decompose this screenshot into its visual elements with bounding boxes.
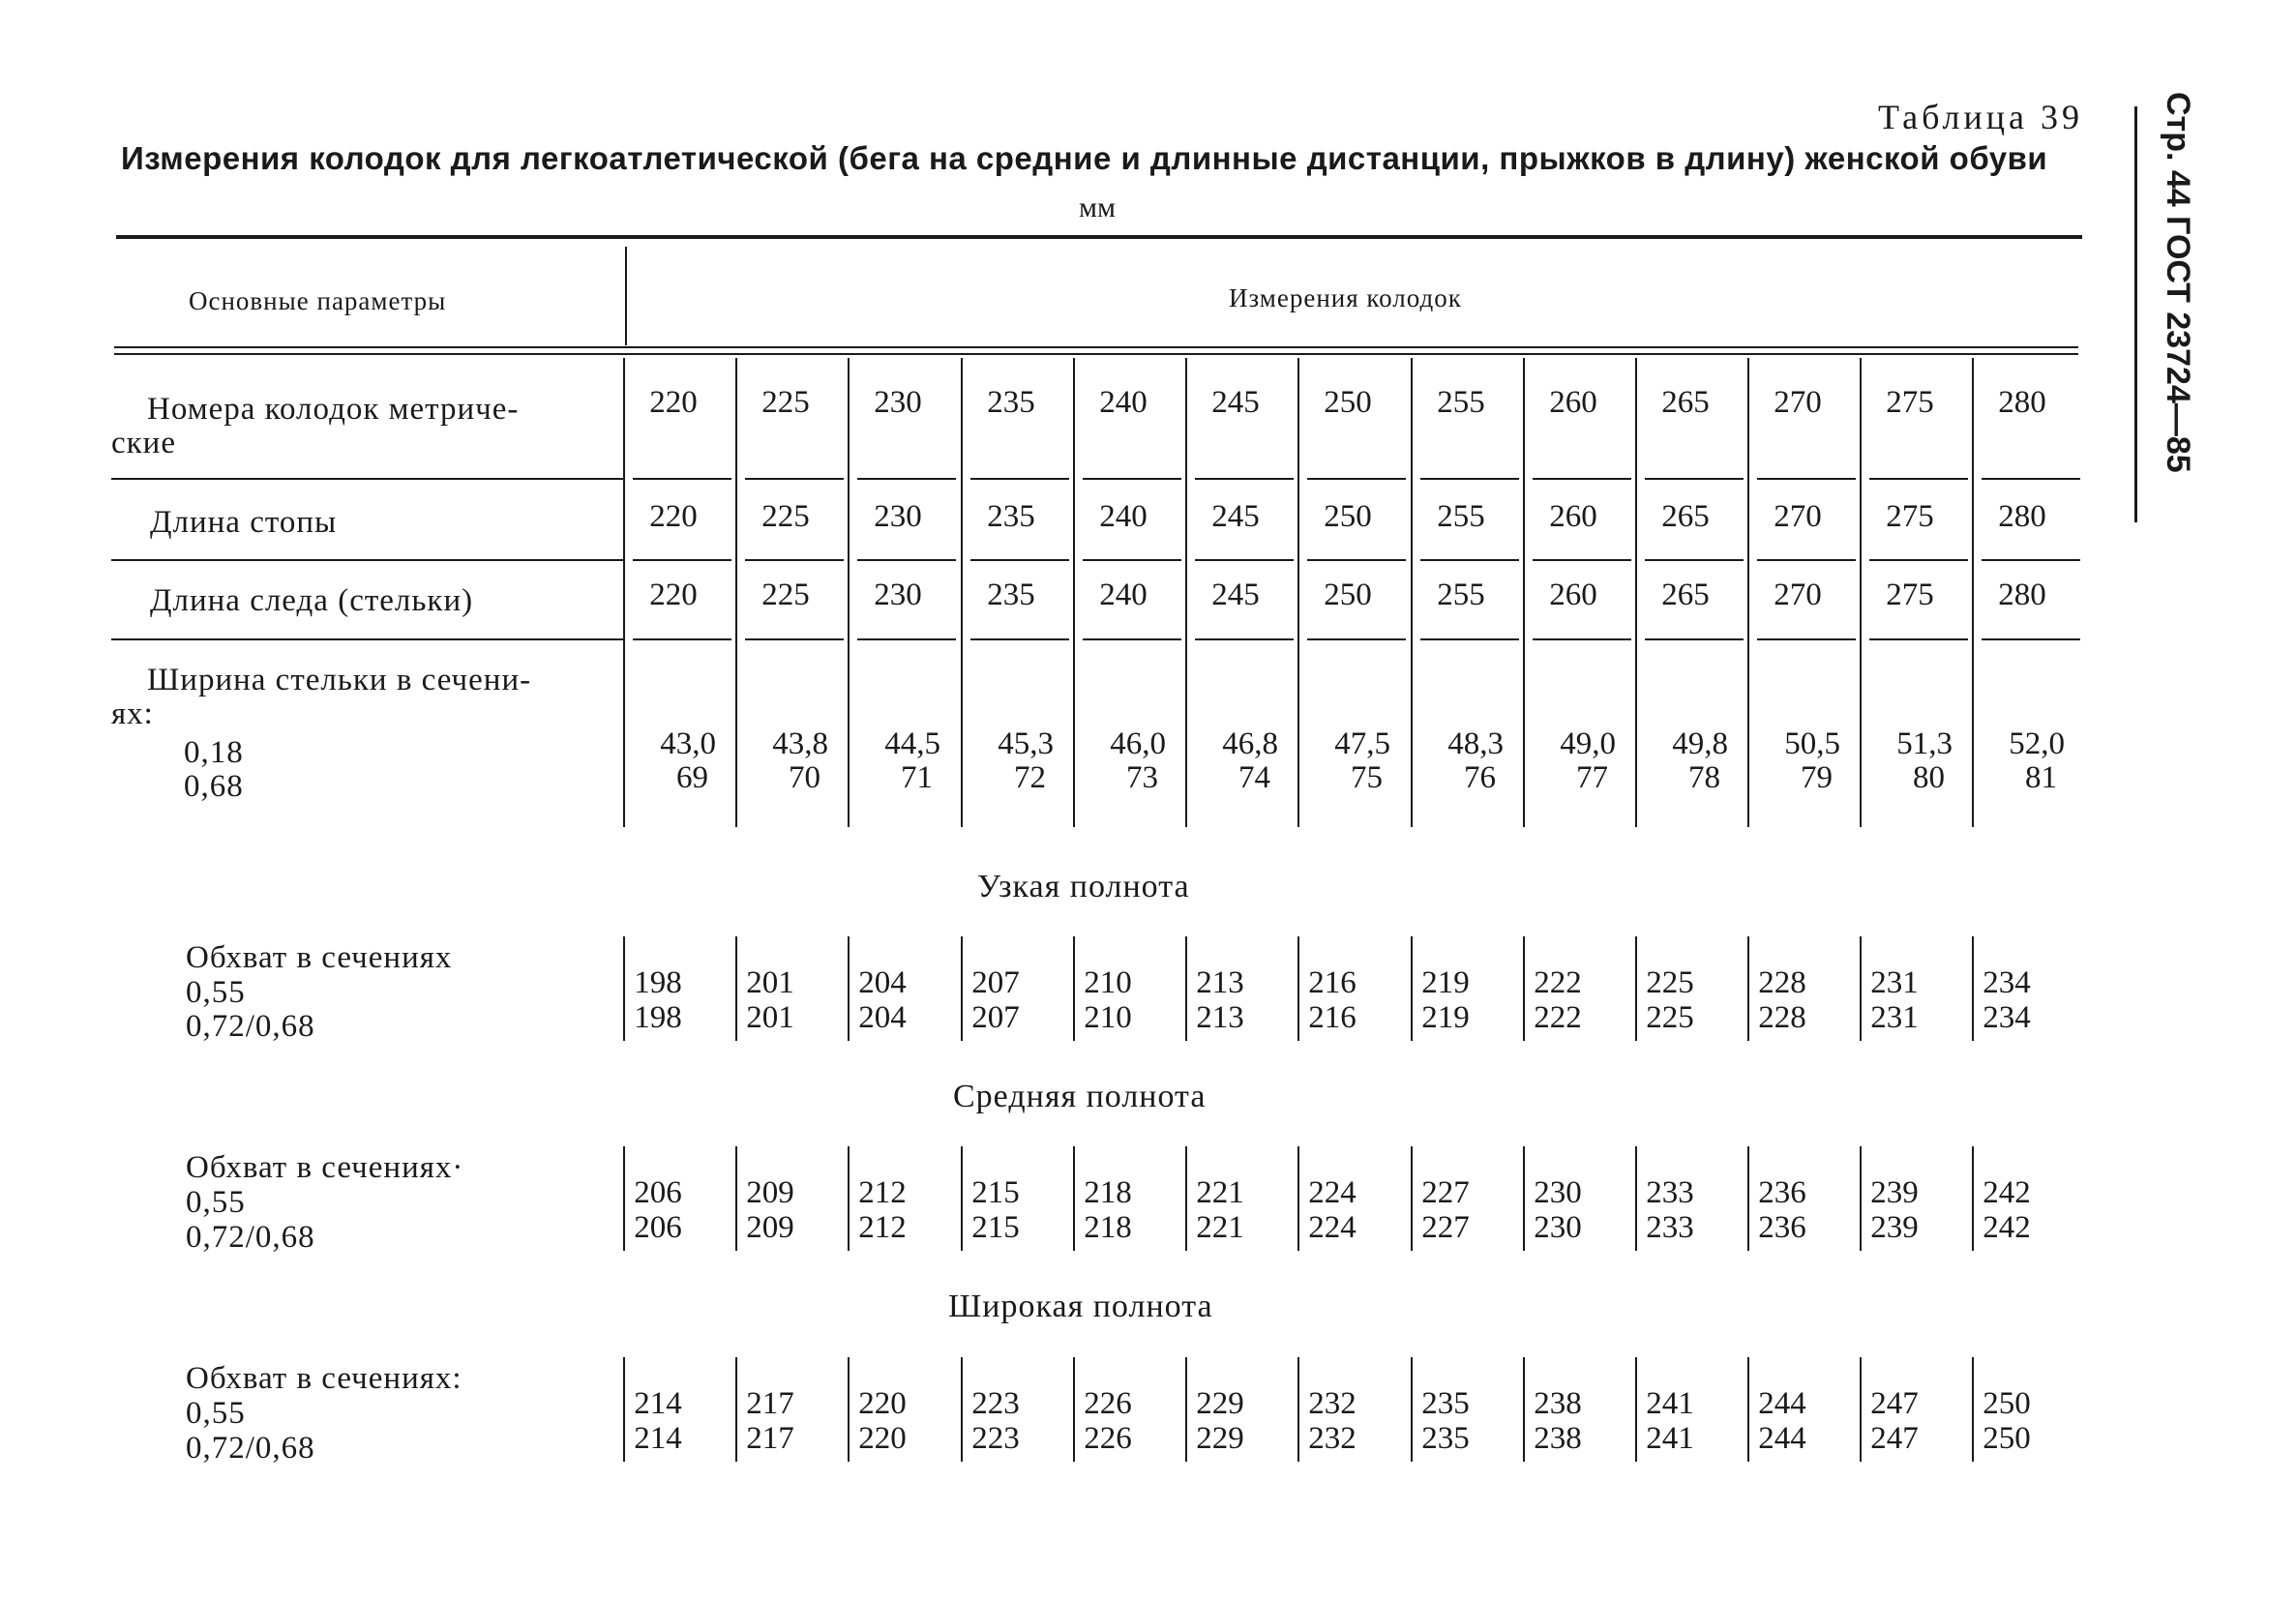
table-cell: 228	[1758, 965, 1806, 1000]
table-cell: 215	[971, 1175, 1020, 1210]
table-cell: 230	[1534, 1210, 1582, 1245]
section-sub2-wide: 0,72/0,68	[186, 1431, 315, 1466]
table-cell: 228	[1758, 1000, 1806, 1035]
table-cell: 220	[649, 385, 698, 420]
table-cell: 234	[1983, 1000, 2031, 1035]
table-cell: 231	[1870, 965, 1919, 1000]
table-cell: 235	[987, 499, 1035, 534]
row-rule-segment	[1645, 478, 1744, 480]
table-cell: 219	[1421, 1000, 1470, 1035]
table-cell: 48,3	[1447, 726, 1504, 761]
header-rule-2	[114, 353, 2078, 355]
row-rule-segment	[1757, 478, 1856, 480]
table-cell: 222	[1534, 1000, 1582, 1035]
unit-label: мм	[1079, 192, 1116, 223]
table-cell: 239	[1870, 1210, 1919, 1245]
table-cell: 236	[1758, 1175, 1806, 1210]
row-rule-segment	[745, 559, 844, 561]
row-rule-segment	[745, 478, 844, 480]
section-sub2-medium: 0,72/0,68	[186, 1220, 315, 1255]
table-cell: 233	[1646, 1210, 1694, 1245]
page-side-header	[2150, 92, 2198, 518]
table-cell: 219	[1421, 965, 1470, 1000]
table-cell: 45,3	[998, 726, 1054, 761]
row-rule-segment	[1982, 478, 2080, 480]
table-cell: 216	[1308, 1000, 1357, 1035]
row-rule-segment	[1533, 559, 1631, 561]
table-cell: 265	[1661, 499, 1710, 534]
header-rule-1	[114, 346, 2078, 348]
table-cell: 201	[746, 965, 794, 1000]
table-cell: 247	[1870, 1386, 1919, 1421]
row-rule-segment	[1083, 559, 1181, 561]
table-cell: 213	[1196, 1000, 1244, 1035]
table-cell: 270	[1774, 578, 1822, 612]
row-rule-segment	[1869, 559, 1968, 561]
table-cell: 50,5	[1784, 726, 1840, 761]
table-cell: 235	[1421, 1421, 1470, 1456]
table-cell: 231	[1870, 1000, 1919, 1035]
table-cell: 69	[676, 760, 708, 795]
table-cell: 238	[1534, 1421, 1582, 1456]
section-title-wide: Широкая полнота	[948, 1289, 1213, 1324]
table-cell: 236	[1758, 1210, 1806, 1245]
row-rule-segment	[1420, 478, 1519, 480]
table-cell: 209	[746, 1210, 794, 1245]
table-cell: 49,8	[1672, 726, 1728, 761]
table-cell: 260	[1549, 578, 1597, 612]
table-cell: 79	[1801, 760, 1833, 795]
row-rule-segment	[1645, 638, 1744, 640]
table-cell: 220	[858, 1421, 907, 1456]
header-divider	[625, 247, 627, 345]
table-cell: 224	[1308, 1210, 1357, 1245]
table-cell: 260	[1549, 499, 1597, 534]
table-cell: 244	[1758, 1421, 1806, 1456]
table-cell: 270	[1774, 385, 1822, 420]
row-rule-segment	[1195, 478, 1294, 480]
row-rule-segment	[1420, 559, 1519, 561]
table-cell: 250	[1324, 578, 1372, 612]
table-cell: 232	[1308, 1421, 1357, 1456]
row-rule	[111, 638, 624, 640]
table-cell: 218	[1084, 1210, 1132, 1245]
table-cell: 247	[1870, 1421, 1919, 1456]
table-cell: 230	[1534, 1175, 1582, 1210]
table-cell: 227	[1421, 1175, 1470, 1210]
table-cell: 221	[1196, 1210, 1244, 1245]
row-rule	[111, 478, 624, 480]
table-cell: 218	[1084, 1175, 1132, 1210]
table-cell: 240	[1099, 578, 1148, 612]
table-cell: 242	[1983, 1175, 2031, 1210]
table-cell: 71	[901, 760, 933, 795]
table-cell: 241	[1646, 1386, 1694, 1421]
row-rule-segment	[1757, 638, 1856, 640]
table-cell: 49,0	[1560, 726, 1616, 761]
table-cell: 223	[971, 1421, 1020, 1456]
table-cell: 72	[1014, 760, 1046, 795]
table-cell: 225	[1646, 965, 1694, 1000]
table-cell: 80	[1913, 760, 1945, 795]
table-cell: 233	[1646, 1175, 1694, 1210]
table-cell: 229	[1196, 1386, 1244, 1421]
table-cell: 75	[1351, 760, 1383, 795]
table-cell: 260	[1549, 385, 1597, 420]
table-cell: 214	[634, 1386, 682, 1421]
table-cell: 250	[1324, 499, 1372, 534]
table-cell: 225	[761, 385, 810, 420]
row-rule-segment	[1533, 638, 1631, 640]
table-cell: 51,3	[1896, 726, 1953, 761]
table-cell: 227	[1421, 1210, 1470, 1245]
table-title: Измерения колодок для легкоатлетической (бега на средние и длинные дистанции, прыжков в длину) женской обуви	[121, 140, 2048, 176]
row-rule-segment	[1307, 559, 1406, 561]
table-cell: 270	[1774, 499, 1822, 534]
row-rule-segment	[633, 478, 731, 480]
row-rule-segment	[745, 638, 844, 640]
table-cell: 255	[1437, 385, 1485, 420]
table-cell: 255	[1437, 499, 1485, 534]
row-rule-segment	[1982, 638, 2080, 640]
table-cell: 238	[1534, 1386, 1582, 1421]
row-label-insole-width-cont: ях:	[111, 696, 154, 731]
table-cell: 226	[1084, 1386, 1132, 1421]
table-cell: 235	[987, 385, 1035, 420]
section-sub2-narrow: 0,72/0,68	[186, 1009, 315, 1044]
row-rule-segment	[1757, 559, 1856, 561]
table-cell: 280	[1998, 578, 2046, 612]
table-cell: 245	[1211, 578, 1260, 612]
table-cell: 275	[1886, 499, 1934, 534]
section-label-medium: Обхват в сечениях·	[186, 1150, 464, 1185]
table-cell: 245	[1211, 499, 1260, 534]
table-cell: 74	[1238, 760, 1270, 795]
table-cell: 235	[1421, 1386, 1470, 1421]
row-rule-segment	[1195, 559, 1294, 561]
row-rule-segment	[1420, 638, 1519, 640]
table-cell: 275	[1886, 578, 1934, 612]
row-rule-segment	[970, 478, 1069, 480]
table-cell: 250	[1983, 1421, 2031, 1456]
table-cell: 46,0	[1110, 726, 1166, 761]
row-rule-segment	[633, 638, 731, 640]
table-cell: 232	[1308, 1386, 1357, 1421]
table-cell: 77	[1576, 760, 1608, 795]
table-cell: 220	[858, 1386, 907, 1421]
table-cell: 229	[1196, 1421, 1244, 1456]
row-rule-segment	[633, 559, 731, 561]
section-label-narrow: Обхват в сечениях	[186, 940, 453, 975]
table-cell: 210	[1084, 1000, 1132, 1035]
table-cell: 207	[971, 965, 1020, 1000]
table-number-label: Таблица 39	[1878, 98, 2083, 136]
table-cell: 250	[1983, 1386, 2031, 1421]
table-cell: 221	[1196, 1175, 1244, 1210]
table-cell: 198	[634, 965, 682, 1000]
row-rule-segment	[1869, 638, 1968, 640]
section-sub1-narrow: 0,55	[186, 975, 246, 1010]
row-rule-segment	[857, 638, 956, 640]
table-cell: 234	[1983, 965, 2031, 1000]
section-title-narrow: Узкая полнота	[977, 869, 1190, 904]
table-cell: 220	[649, 578, 698, 612]
table-cell: 223	[971, 1386, 1020, 1421]
table-cell: 265	[1661, 578, 1710, 612]
table-cell: 206	[634, 1175, 682, 1210]
side-rule	[2134, 106, 2137, 522]
table-cell: 78	[1688, 760, 1720, 795]
row-rule-segment	[970, 559, 1069, 561]
row-rule-segment	[970, 638, 1069, 640]
table-cell: 204	[858, 965, 907, 1000]
table-cell: 225	[1646, 1000, 1694, 1035]
table-cell: 280	[1998, 385, 2046, 420]
row-label-sizes-cont: ские	[111, 426, 176, 460]
table-cell: 213	[1196, 965, 1244, 1000]
table-cell: 241	[1646, 1421, 1694, 1456]
table-cell: 230	[874, 499, 922, 534]
table-cell: 215	[971, 1210, 1020, 1245]
table-top-rule	[116, 235, 2082, 239]
table-cell: 255	[1437, 578, 1485, 612]
row-label-insole-width: Ширина стельки в сечени-	[147, 663, 532, 697]
row-label-sizes: Номера колодок метриче-	[147, 392, 520, 427]
row-rule-segment	[1083, 638, 1181, 640]
table-cell: 43,0	[660, 726, 716, 761]
table-cell: 201	[746, 1000, 794, 1035]
row-label-foot-length: Длина стопы	[150, 505, 338, 540]
table-cell: 81	[2025, 760, 2057, 795]
table-cell: 275	[1886, 385, 1934, 420]
params-header: Основные параметры	[189, 286, 447, 315]
row-label-insole-length: Длина следа (стельки)	[150, 583, 474, 618]
table-cell: 224	[1308, 1175, 1357, 1210]
table-cell: 210	[1084, 965, 1132, 1000]
table-cell: 250	[1324, 385, 1372, 420]
table-cell: 209	[746, 1175, 794, 1210]
page-side-header-text: Стр. 44 ГОСТ 23724—85	[2160, 92, 2196, 473]
row-rule-segment	[1533, 478, 1631, 480]
table-cell: 44,5	[884, 726, 940, 761]
table-cell: 73	[1126, 760, 1158, 795]
table-cell: 280	[1998, 499, 2046, 534]
table-cell: 47,5	[1334, 726, 1390, 761]
table-cell: 230	[874, 385, 922, 420]
section-label-wide: Обхват в сечениях:	[186, 1361, 462, 1396]
table-cell: 207	[971, 1000, 1020, 1035]
row-rule-segment	[857, 478, 956, 480]
table-cell: 225	[761, 578, 810, 612]
table-cell: 212	[858, 1210, 907, 1245]
table-cell: 230	[874, 578, 922, 612]
table-cell: 240	[1099, 499, 1148, 534]
table-cell: 240	[1099, 385, 1148, 420]
table-cell: 212	[858, 1175, 907, 1210]
table-cell: 226	[1084, 1421, 1132, 1456]
section-sub1-medium: 0,55	[186, 1185, 246, 1220]
row-rule-segment	[1307, 638, 1406, 640]
table-cell: 206	[634, 1210, 682, 1245]
table-cell: 245	[1211, 385, 1260, 420]
row-rule-segment	[1645, 559, 1744, 561]
row-rule-segment	[857, 559, 956, 561]
table-cell: 214	[634, 1421, 682, 1456]
table-cell: 225	[761, 499, 810, 534]
row-sublabel-018: 0,18	[184, 735, 244, 770]
section-title-medium: Средняя полнота	[953, 1079, 1207, 1114]
table-cell: 244	[1758, 1386, 1806, 1421]
section-sub1-wide: 0,55	[186, 1396, 246, 1431]
table-cell: 46,8	[1222, 726, 1278, 761]
table-cell: 217	[746, 1421, 794, 1456]
table-cell: 235	[987, 578, 1035, 612]
table-cell: 222	[1534, 965, 1582, 1000]
measurements-header: Измерения колодок	[1229, 283, 1462, 312]
table-cell: 217	[746, 1386, 794, 1421]
row-sublabel-068: 0,68	[184, 769, 244, 804]
table-cell: 198	[634, 1000, 682, 1035]
table-cell: 242	[1983, 1210, 2031, 1245]
table-cell: 220	[649, 499, 698, 534]
table-cell: 204	[858, 1000, 907, 1035]
table-cell: 52,0	[2009, 726, 2065, 761]
table-cell: 70	[789, 760, 820, 795]
row-rule-segment	[1083, 478, 1181, 480]
table-cell: 239	[1870, 1175, 1919, 1210]
row-rule-segment	[1869, 478, 1968, 480]
table-cell: 43,8	[772, 726, 828, 761]
row-rule	[111, 559, 624, 561]
table-cell: 265	[1661, 385, 1710, 420]
table-cell: 216	[1308, 965, 1357, 1000]
row-rule-segment	[1307, 478, 1406, 480]
row-rule-segment	[1195, 638, 1294, 640]
table-cell: 76	[1464, 760, 1496, 795]
row-rule-segment	[1982, 559, 2080, 561]
